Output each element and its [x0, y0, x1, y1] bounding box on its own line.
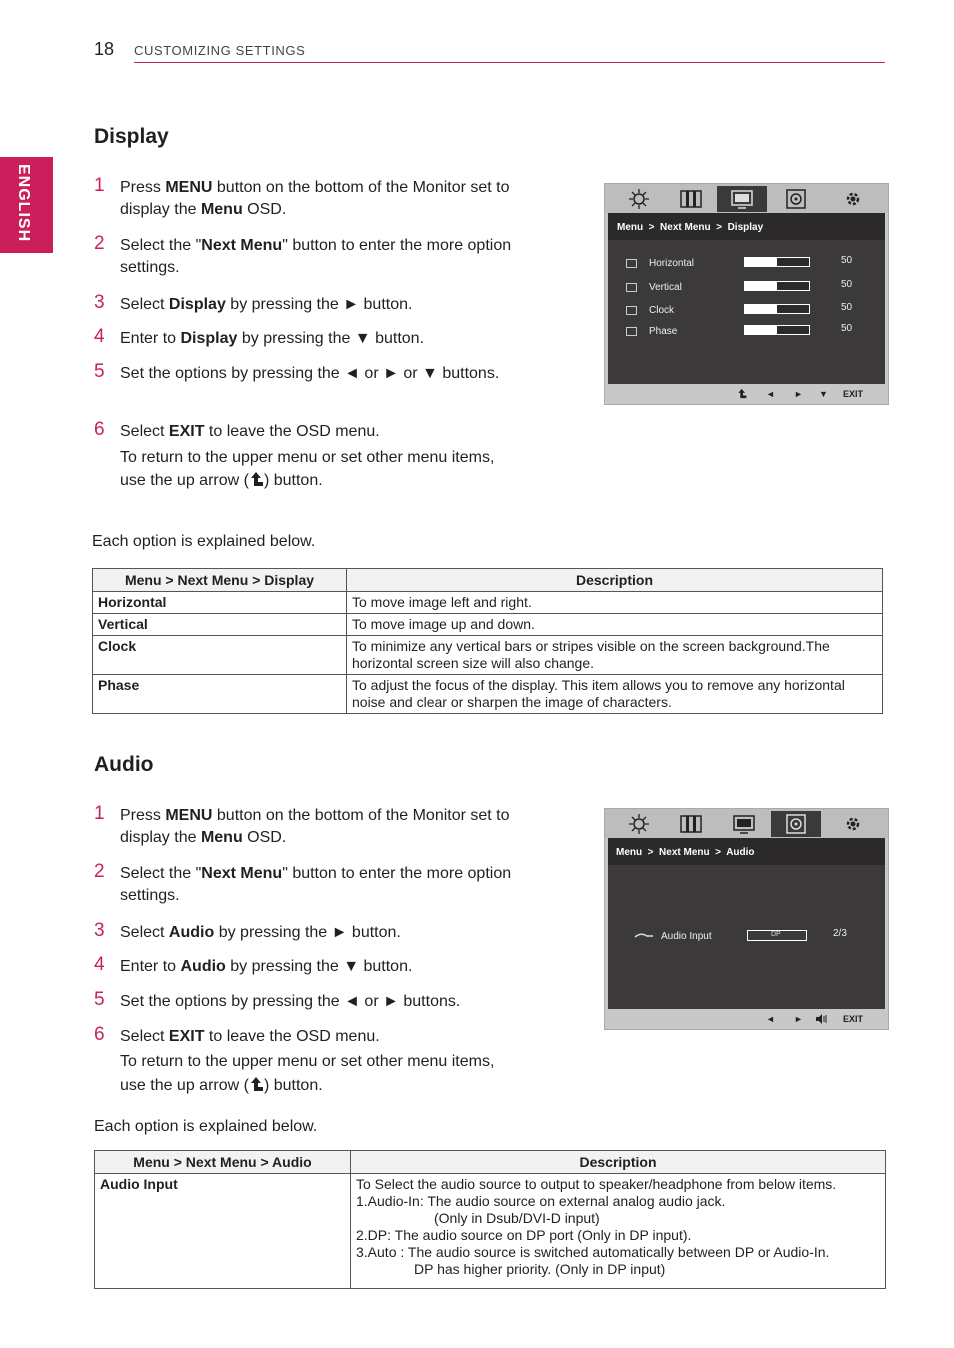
osd-level-fill — [745, 326, 777, 334]
table-cell-desc: To move image up and down. — [347, 614, 883, 636]
osd-tab-picture — [614, 186, 664, 212]
audio-input-icon — [633, 931, 655, 941]
osd-item-icon — [626, 283, 637, 292]
osd-right-key-icon: ► — [794, 1014, 803, 1024]
step-text: Select EXIT to leave the OSD menu. — [120, 423, 380, 440]
table-row — [93, 636, 883, 675]
osd-item-label: Vertical — [649, 282, 682, 293]
step-number: 3 — [94, 920, 105, 941]
table-row — [93, 675, 883, 714]
table-header: Menu > Next Menu > Display — [93, 569, 347, 592]
display-return-note-2: use the up arrow ( ) button. — [120, 472, 323, 489]
table-cell-desc: To minimize any vertical bars or stripes visible on the screen background.The horizontal screen size will also change. — [347, 636, 883, 675]
audio-heading: Audio — [94, 753, 154, 776]
osd-footer — [605, 1009, 888, 1029]
osd-tab-picture — [614, 811, 664, 837]
osd-level-bar — [744, 257, 810, 267]
desc-line: 1.Audio-In: The audio source on external analog audio jack. — [356, 1193, 726, 1209]
osd-level-fill — [745, 258, 777, 266]
speaker-icon — [784, 188, 808, 210]
volume-icon — [815, 1014, 827, 1024]
audio-return-note-1: To return to the upper menu or set other menu items, — [120, 1053, 495, 1070]
step-number: 5 — [94, 361, 105, 382]
osd-tab-audio — [771, 186, 821, 212]
table-row — [93, 592, 883, 614]
display-icon — [732, 813, 756, 835]
audio-explained-note: Each option is explained below. — [94, 1118, 318, 1135]
osd-tab-others — [828, 811, 878, 837]
step-text: Select EXIT to leave the OSD menu. — [120, 1028, 380, 1045]
osd-audio-screen — [608, 838, 885, 1011]
step-text: Press MENU button on the bottom of the Monitor set to display the Menu OSD. — [120, 179, 510, 218]
osd-footer — [605, 384, 888, 404]
osd-level-bar — [744, 325, 810, 335]
table-cell-desc — [351, 1174, 886, 1289]
step-text: Set the options by pressing the ◄ or ► or ▼ buttons. — [120, 365, 500, 382]
step-text: Set the options by pressing the ◄ or ► buttons. — [120, 993, 461, 1010]
table-cell-key: Phase — [93, 675, 347, 714]
osd-item-value: 50 — [841, 255, 853, 266]
up-arrow-icon — [737, 388, 747, 399]
step-text: Enter to Display by pressing the ▼ button. — [120, 330, 425, 347]
table-header: Description — [347, 569, 883, 592]
brightness-icon — [627, 188, 651, 210]
step-text: Enter to Audio by pressing the ▼ button. — [120, 958, 413, 975]
display-osd-screenshot — [604, 183, 889, 405]
section-title: CUSTOMIZING SETTINGS — [134, 43, 306, 58]
osd-exit-key: EXIT — [843, 1014, 864, 1024]
osd-breadcrumb: Menu > Next Menu > Audio — [608, 838, 885, 865]
desc-line: 3.Auto : The audio source is switched automatically between DP or Audio-In. — [356, 1244, 830, 1260]
table-header: Description — [351, 1151, 886, 1174]
osd-item-icon — [626, 306, 637, 315]
osd-level-bar — [744, 304, 810, 314]
step-text: Select the "Next Menu" button to enter the more option settings. — [120, 865, 512, 904]
osd-item-value: 50 — [841, 279, 853, 290]
step-number: 4 — [94, 326, 105, 347]
step-number: 5 — [94, 989, 105, 1010]
table-cell-key: Audio Input — [95, 1174, 351, 1289]
step-number: 1 — [94, 803, 105, 824]
osd-tab-others — [828, 186, 878, 212]
osd-item-label: Clock — [649, 305, 675, 316]
display-icon — [730, 188, 754, 210]
table-row — [95, 1174, 886, 1289]
table-cell-key: Clock — [93, 636, 347, 675]
osd-tab-display — [719, 811, 769, 837]
osd-item-icon — [626, 259, 637, 268]
desc-line: DP has higher priority. (Only in DP input) — [414, 1261, 666, 1277]
osd-level-bar — [744, 281, 810, 291]
audio-options-table — [94, 1150, 886, 1289]
speaker-icon — [784, 813, 808, 835]
osd-down-key-icon: ▼ — [819, 389, 828, 399]
table-row — [93, 614, 883, 636]
step-text: Select Audio by pressing the ► button. — [120, 924, 401, 941]
desc-line: (Only in Dsub/DVI-D input) — [434, 1210, 600, 1226]
step-number: 2 — [94, 861, 105, 882]
up-arrow-icon — [249, 1076, 264, 1092]
color-bars-icon — [679, 813, 703, 835]
display-return-note-1: To return to the upper menu or set other menu items, — [120, 449, 495, 466]
osd-level-fill — [745, 305, 777, 313]
step-number: 3 — [94, 292, 105, 313]
display-explained-note: Each option is explained below. — [92, 533, 316, 550]
audio-return-note-2: use the up arrow ( ) button. — [120, 1077, 323, 1094]
osd-item-value: 50 — [841, 302, 853, 313]
step-text: Press MENU button on the bottom of the Monitor set to display the Menu OSD. — [120, 807, 510, 846]
step-number: 6 — [94, 1024, 105, 1045]
osd-audio-input-select — [747, 930, 807, 941]
osd-level-fill — [745, 282, 777, 290]
gear-icon — [841, 813, 865, 835]
osd-left-key-icon: ◄ — [766, 1014, 775, 1024]
page-number: 18 — [94, 39, 115, 59]
up-arrow-icon — [249, 471, 264, 487]
osd-left-key-icon: ◄ — [766, 389, 775, 399]
osd-display-screen — [608, 213, 885, 385]
osd-tab-bar — [605, 809, 888, 838]
osd-audio-counter: 2/3 — [833, 928, 847, 939]
step-number: 4 — [94, 954, 105, 975]
gear-icon — [841, 188, 865, 210]
table-cell-desc: To move image left and right. — [347, 592, 883, 614]
osd-exit-key: EXIT — [843, 389, 864, 399]
step-number: 2 — [94, 233, 105, 254]
language-tab-label: ENGLISH — [15, 164, 32, 243]
osd-item-label: Horizontal — [649, 258, 695, 269]
osd-tab-display — [717, 186, 767, 212]
table-cell-desc: To adjust the focus of the display. This item allows you to remove any horizontal noise and clear or sharpen the image of characters. — [347, 675, 883, 714]
osd-tab-bar — [605, 184, 888, 213]
desc-line: 2.DP: The audio source on DP port (Only in DP input). — [356, 1227, 692, 1243]
audio-osd-screenshot — [604, 808, 889, 1030]
step-text: Select the "Next Menu" button to enter the more option settings. — [120, 237, 512, 276]
osd-tab-color — [666, 811, 716, 837]
osd-tab-audio — [771, 811, 821, 837]
step-number: 6 — [94, 419, 105, 440]
table-cell-key: Horizontal — [93, 592, 347, 614]
osd-right-key-icon: ► — [794, 389, 803, 399]
osd-item-label: Phase — [649, 326, 678, 337]
osd-audio-input-label: Audio Input — [661, 931, 712, 942]
step-number: 1 — [94, 175, 105, 196]
display-options-table — [92, 568, 883, 714]
display-heading: Display — [94, 125, 169, 148]
osd-audio-selected: DP — [771, 931, 781, 938]
color-bars-icon — [679, 188, 703, 210]
brightness-icon — [627, 813, 651, 835]
desc-line: To Select the audio source to output to speaker/headphone from below items. — [356, 1176, 837, 1192]
table-header: Menu > Next Menu > Audio — [95, 1151, 351, 1174]
osd-breadcrumb: Menu > Next Menu > Display — [608, 213, 885, 240]
language-tab — [0, 157, 53, 253]
osd-item-icon — [626, 327, 637, 336]
header-rule — [134, 62, 885, 63]
osd-item-value: 50 — [841, 323, 853, 334]
osd-tab-color — [666, 186, 716, 212]
step-text: Select Display by pressing the ► button. — [120, 296, 413, 313]
table-cell-key: Vertical — [93, 614, 347, 636]
